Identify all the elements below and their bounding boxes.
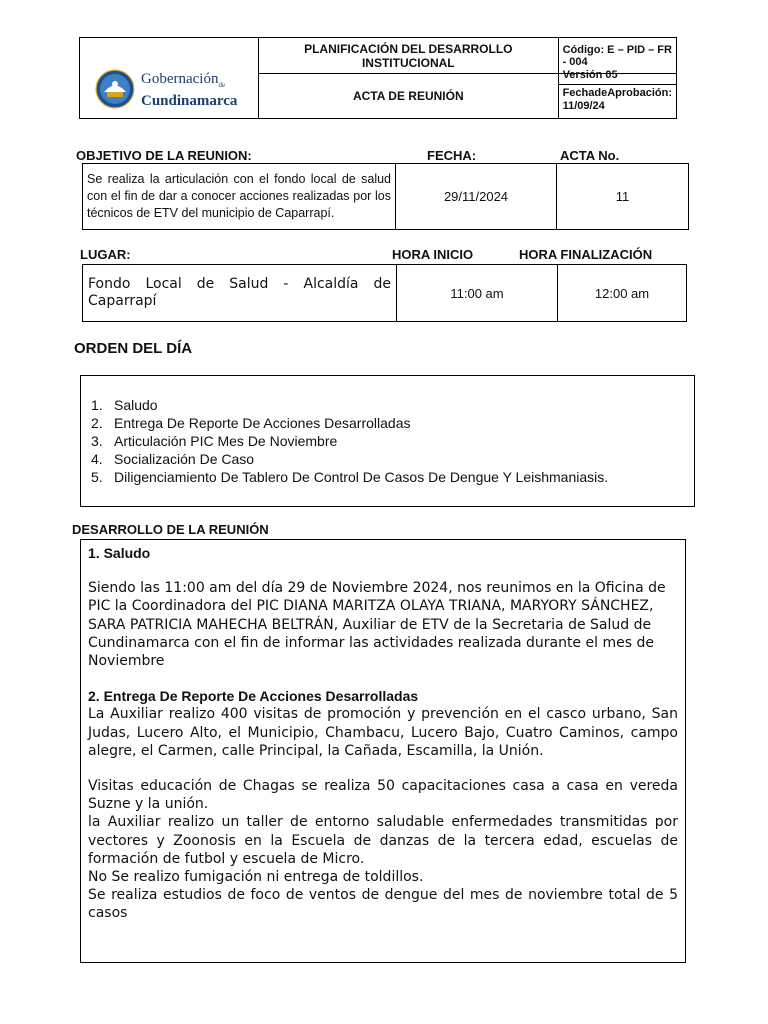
lugar-table bbox=[82, 264, 687, 322]
approval-date bbox=[559, 85, 676, 113]
objetivo-text: Se realiza la articulación con el fondo local de salud con el fin de dar a conocer acciones realizadas por los técnicos de ETV del municipio de Caparrapí. bbox=[83, 164, 396, 230]
fecha-label: FECHA: bbox=[427, 148, 477, 163]
objetivo-label: OBJETIVO DE LA REUNION: bbox=[76, 148, 252, 163]
approval-date-value: 11/09/24 bbox=[562, 99, 605, 112]
document-version: Versión 05 bbox=[559, 62, 676, 85]
logo-text-top: Gobernación bbox=[141, 71, 219, 87]
section-saludo-heading: 1. Saludo bbox=[88, 545, 151, 561]
document-header bbox=[79, 37, 677, 119]
fecha-value: 29/11/2024 bbox=[396, 164, 557, 230]
desarrollo-box bbox=[80, 539, 686, 963]
orden-list bbox=[91, 396, 608, 486]
orden-item: 1. Saludo bbox=[91, 397, 158, 413]
hora-fin-label: HORA FINALIZACIÓN bbox=[519, 247, 653, 262]
reporte-paragraph: No Se realizo fumigación ni entrega de toldillos. bbox=[88, 869, 424, 886]
logo-text-de: de bbox=[218, 81, 226, 89]
cundinamarca-seal-icon bbox=[95, 69, 135, 109]
logo-cell bbox=[80, 38, 259, 119]
hora-fin-value: 12:00 am bbox=[558, 265, 687, 322]
section-reporte-heading: 2. Entrega De Reporte De Acciones Desarrolladas bbox=[88, 688, 419, 705]
orden-label: ORDEN DEL DÍA bbox=[74, 340, 193, 357]
document-title: PLANIFICACIÓN DEL DESARROLLO INSTITUCIONAL bbox=[259, 38, 559, 74]
hora-inicio-label: HORA INICIO bbox=[392, 247, 474, 262]
orden-item: 5. Diligenciamiento De Tablero De Control De Casos De Dengue Y Leishmaniasis. bbox=[91, 469, 609, 485]
approval-date-label: Fecha de Aprobación: bbox=[562, 86, 672, 99]
lugar-value: Fondo Local de Salud - Alcaldía de Caparrapí bbox=[83, 265, 397, 322]
orden-item: 3. Articulación PIC Mes De Noviembre bbox=[91, 433, 338, 449]
document-code: Código: E – PID – FR - 004 bbox=[558, 38, 676, 74]
objetivo-table bbox=[82, 163, 689, 230]
hora-inicio-value: 11:00 am bbox=[397, 265, 558, 322]
version-approval-cell bbox=[558, 68, 676, 119]
lugar-label: LUGAR: bbox=[80, 247, 131, 262]
document-subtitle: ACTA DE REUNIÓN bbox=[259, 74, 559, 119]
gobernacion-logo bbox=[80, 38, 258, 118]
reporte-paragraph: La Auxiliar realizo 400 visitas de promoción y prevención en el casco urbano, San Judas, Lucero Alto, el Municipio, Chambacu, Lucero Bajo, Cuatro Caminos, campo alegre, el Carmen, calle Principal, la Cañada, Escamilla, la Unión. bbox=[88, 706, 678, 759]
orden-box bbox=[80, 375, 695, 507]
acta-value: 11 bbox=[557, 164, 689, 230]
orden-item: 4. Socialización De Caso bbox=[91, 451, 255, 467]
section-saludo-text: Siendo las 11:00 am del día 29 de Noviembre 2024, nos reunimos en la Oficina de PIC la Coordinadora del PIC DIANA MARITZA OLAYA TRIANA, MARYORY SÁNCHEZ, SARA PATRICIA MAHECHA BELTRÁN, Auxiliar de ETV de la Secretaria de Salud de Cundinamarca con el fin de informar las actividades realizada durante el mes de Noviembre bbox=[88, 580, 666, 670]
reporte-paragraph: la Auxiliar realizo un taller de entorno saludable enfermedades transmitidas por vectores y Zoonosis en la Escuela de danzas de la tercera edad, escuelas de formación de futbol y escuela de Micro. bbox=[88, 814, 678, 867]
reporte-paragraph: Visitas educación de Chagas se realiza 50 capacitaciones casa a casa en vereda Suzne y la unión. bbox=[88, 778, 678, 813]
reporte-paragraph: Se realiza estudios de foco de ventos de dengue del mes de noviembre total de 5 casos bbox=[88, 887, 678, 922]
orden-item: 2. Entrega De Reporte De Acciones Desarrolladas bbox=[91, 415, 411, 431]
desarrollo-label: DESARROLLO DE LA REUNIÓN bbox=[72, 522, 269, 537]
logo-text-bottom: Cundinamarca bbox=[141, 93, 238, 109]
acta-label: ACTA No. bbox=[560, 148, 620, 163]
